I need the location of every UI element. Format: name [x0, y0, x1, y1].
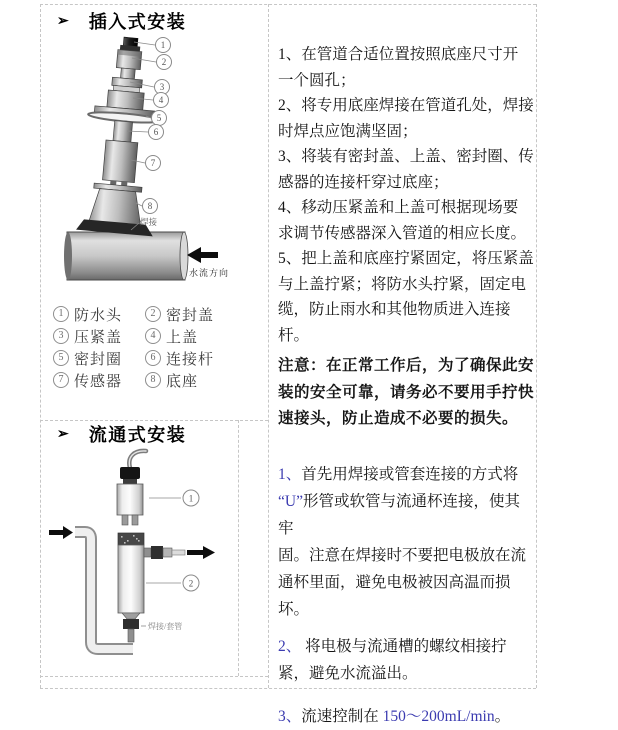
- flow-cup-body: [118, 545, 144, 613]
- upper-stem: [120, 68, 135, 79]
- pipe: [64, 232, 188, 280]
- arrow-bullet-icon: ➢: [57, 13, 69, 29]
- electrode: [117, 451, 146, 525]
- part-name: 密封盖: [166, 307, 215, 324]
- text-segment: 形管或软管与流通杯连接，使其牢: [278, 493, 520, 537]
- text-line: 感器的连接杆穿过底座；: [278, 173, 449, 191]
- callout-5: 5: [156, 113, 162, 123]
- text-line: 一个圆孔；: [278, 71, 356, 89]
- text-segment: 2、: [278, 638, 306, 655]
- insertion-installation-diagram: [45, 32, 245, 300]
- caution-note: [278, 353, 534, 433]
- part-name: 连接杆: [166, 351, 215, 368]
- legend-item: [145, 304, 214, 325]
- text-segment: 紧，避免水流溢出。: [278, 665, 418, 682]
- callout-8: 8: [147, 201, 153, 211]
- section2-title: 流通式安装: [88, 425, 187, 445]
- outlet-arrow: [187, 546, 215, 559]
- part-name: 压紧盖: [74, 329, 123, 346]
- callout-1: 1: [188, 493, 194, 504]
- legend-item: [145, 348, 214, 369]
- text-line: 1、在管道合适位置按照底座尺寸开: [278, 46, 519, 63]
- text-segment: “U”: [278, 493, 303, 510]
- text-line: 时焊点应饱满坚固；: [278, 122, 418, 140]
- callout-6: 6: [153, 127, 159, 137]
- text-segment: 流速控制在: [301, 708, 383, 725]
- outlet-coupler: [163, 548, 172, 557]
- outlet-tube: [172, 550, 185, 555]
- flow-installation-diagram: [45, 448, 240, 673]
- instruction-step: [278, 461, 534, 623]
- legend-item: [53, 370, 145, 391]
- instruction-step: [278, 633, 534, 687]
- legend-item: [53, 304, 145, 325]
- text-line: [278, 633, 534, 660]
- flow-direction-label: 水流方向: [189, 268, 230, 278]
- weld-label: 焊接: [140, 217, 158, 227]
- electrode-body: [117, 484, 143, 515]
- text-segment: 首先用焊接或管套连接的方式将: [301, 466, 519, 483]
- text-segment: 3、: [278, 708, 302, 725]
- callout-2: 2: [188, 578, 194, 589]
- callout-1: 1: [160, 40, 166, 50]
- text-line: 3、将装有密封盖、上盖、密封圈、传: [278, 148, 534, 165]
- text-line: 2、将专用底座焊接在管道孔处，焊接: [278, 97, 534, 114]
- electrode-neck: [123, 479, 137, 484]
- callout-3: 3: [159, 82, 165, 92]
- electrode-cap: [120, 467, 140, 479]
- legend-item: [53, 326, 145, 347]
- diagram-callouts: [143, 38, 172, 214]
- electrode-cable: [129, 451, 146, 468]
- table-border-left: [40, 4, 41, 688]
- electrode-pin: [122, 515, 128, 525]
- table-border-right: [536, 4, 537, 688]
- instruction-step: [278, 144, 534, 195]
- callout-7: 7: [150, 158, 156, 168]
- circled-number: 1: [53, 306, 69, 322]
- instruction-step: [278, 42, 534, 93]
- arrow-bullet-icon: ➢: [57, 426, 69, 442]
- circled-number: 2: [145, 306, 161, 322]
- flow-cup-rim: [118, 533, 144, 545]
- text-line: [278, 660, 534, 687]
- text-line: 缆，防止雨水和其他物质进入连接杆。: [278, 301, 511, 344]
- text-line: [278, 703, 534, 730]
- table-border-top: [40, 4, 536, 5]
- text-line: 注意：在正常工作后，为了确保此安: [278, 357, 535, 374]
- legend-item: [145, 326, 214, 347]
- part-name: 上盖: [166, 329, 199, 346]
- flow-instructions: [278, 461, 534, 730]
- part-name: 传感器: [74, 373, 123, 390]
- instruction-step: [278, 195, 534, 246]
- sensor-body: [103, 140, 138, 183]
- text-line: [278, 461, 534, 488]
- flow-direction-arrow: [187, 247, 218, 263]
- part-name: 底座: [166, 373, 199, 390]
- electrode-pin: [132, 515, 138, 525]
- upper-cover: [107, 90, 144, 110]
- outlet-stub: [144, 548, 151, 557]
- circled-number: 5: [53, 350, 69, 366]
- cup-bottom-cone: [122, 613, 140, 619]
- part-name: 密封圈: [74, 351, 123, 368]
- section1-title: 插入式安装: [88, 12, 187, 32]
- text-line: [278, 569, 534, 623]
- text-line: 5、把上盖和底座拧紧固定，将压紧盖: [278, 250, 534, 267]
- circled-number: 3: [53, 328, 69, 344]
- circled-number: 8: [145, 372, 161, 388]
- callout-4: 4: [158, 95, 164, 105]
- table-border-column-divider: [268, 4, 269, 688]
- instruction-step: [278, 246, 534, 348]
- bottom-nut: [123, 619, 139, 629]
- weld-sleeve-label: 焊接/套管: [148, 622, 183, 631]
- insert-instructions: [278, 42, 534, 433]
- circled-number: 6: [145, 350, 161, 366]
- inlet-arrow: [49, 526, 73, 539]
- text-segment: 将电极与流通槽的螺纹相接拧: [305, 638, 507, 655]
- text-segment: 1、: [278, 466, 302, 483]
- text-line: 装的安全可靠，请务必不要用手拧快: [278, 383, 535, 401]
- text-line: [278, 542, 534, 569]
- text-line: 4、移动压紧盖和上盖可根据现场要: [278, 199, 519, 216]
- instruction-step: [278, 703, 534, 730]
- section1-header: [57, 8, 186, 34]
- text-line: 求调节传感器深入管道的相应长度。: [278, 224, 527, 242]
- parts-legend: [53, 303, 214, 391]
- table-border-inner-bottom: [40, 676, 268, 677]
- circled-number: 7: [53, 372, 69, 388]
- instruction-step: [278, 93, 534, 144]
- text-segment: 通杯里面，避免电极被因高温而损坏。: [278, 574, 511, 618]
- circled-number: 4: [145, 328, 161, 344]
- text-segment: 150～200mL/min: [382, 708, 495, 725]
- text-line: 速接头，防止造成不必要的损失。: [278, 410, 519, 427]
- legend-item: [145, 370, 214, 391]
- text-line: 与上盖拧紧；将防水头拧紧，固定电: [278, 275, 527, 293]
- text-line: [278, 488, 534, 542]
- callout-2: 2: [161, 57, 167, 67]
- section2-header: [57, 421, 186, 447]
- legend-item: [53, 348, 145, 369]
- bottom-tube: [128, 629, 134, 642]
- text-segment: 。: [494, 708, 511, 725]
- text-segment: 固。注意在焊接时不要把电极放在流: [278, 547, 527, 564]
- part-name: 防水头: [74, 307, 123, 324]
- outlet-nut: [151, 546, 163, 559]
